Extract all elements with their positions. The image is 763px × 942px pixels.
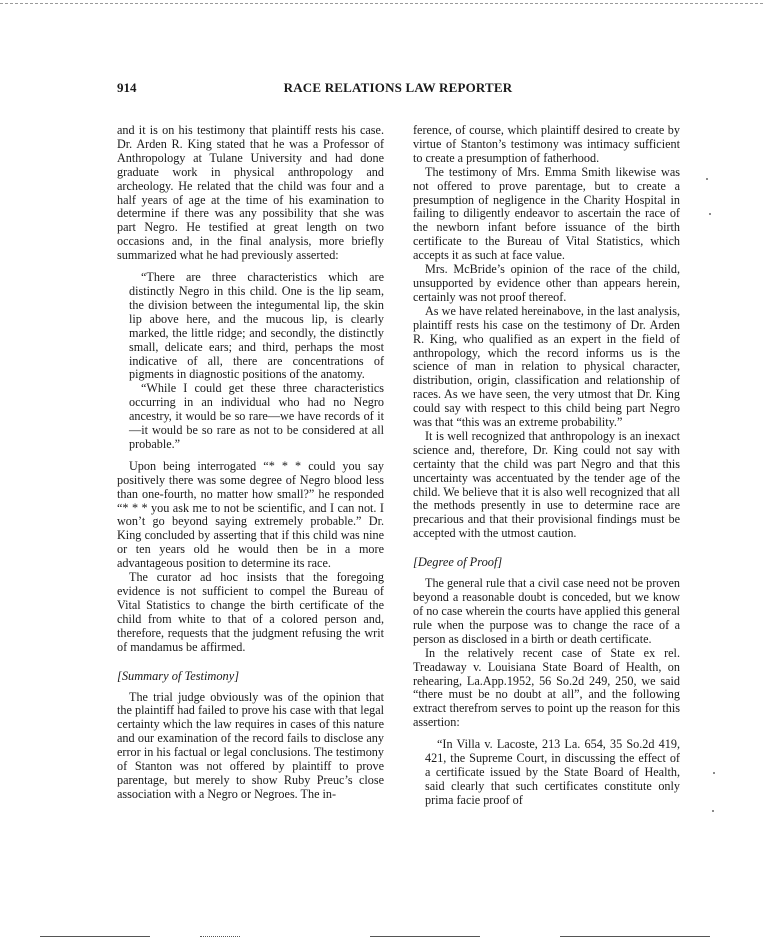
left-column	[117, 124, 384, 802]
left-paragraph-1: and it is on his testimony that plaintiff rests his case. Dr. Arden R. King stated that he was a Professor of Anthropology at Tulane University and had done graduate work in physical anthropology and archeology. He related that the child was four and a half years of age at the time of his examination to determine if there was any possibility that she was part Negro. He testified at great length on two occasions and, in the final analysis, more briefly summarized what he had previously asserted:	[117, 123, 384, 263]
right-quote-1: “In Villa v. Lacoste, 213 La. 654, 35 So.2d 419, 421, the Supreme Court, in discussing the effect of a certificate issued by the State Board of Health, said clearly that such certificates constitute only prima facie proof of	[425, 737, 680, 807]
bottom-scan-rule-3	[370, 936, 480, 937]
bottom-scan-rule-4	[560, 936, 710, 937]
section-heading-degree-of-proof: [Degree of Proof]	[413, 555, 503, 570]
left-quote-1: “There are three characteristics which are distinctly Negro in this child. One is the lip seam, the division between the integumental lip, the skin lip above here, and the mucous lip, is clearly marked, the little ridge; and secondly, the distinctly small, delicate ears; and third, perhaps the most indicative of all, there are concentrations of pigments in diagnostic positions of the anatomy.	[129, 270, 384, 382]
right-paragraph-6: The general rule that a civil case need not be proven beyond a reasonable doubt is conceded, but we know of no case wherein the courts have applied this general rule when the purpose was to change the race of a person as disclosed in a birth or death certificate.	[413, 576, 681, 646]
right-paragraph-2: The testimony of Mrs. Emma Smith likewise was not offered to prove parentage, but to create a presumption of negligence in the Charity Hospital in failing to diligently endeavor to ascertain the race of the newborn infant before issuance of the birth certificate to the Bureau of Vital Statistics, which accepts it as such at face value.	[413, 164, 680, 263]
left-paragraph-2: Upon being interrogated “* * * could you say positively there was some degree of Negro blood less than one-fourth, no matter how small?” he responded “* * * you ask me to not be scientific, and I can not. I won’t go beyond saying extremely probable.” Dr. King concluded by asserting that if this child was nine or ten years old he would then be in a more advantageous position to determine its race.	[117, 458, 384, 571]
page-header	[117, 80, 679, 98]
right-column	[413, 124, 680, 808]
right-paragraph-1: ference, of course, which plaintiff desired to create by virtue of Stanton’s testimony was intimacy sufficient to create a presumption of fatherhood.	[413, 123, 680, 165]
bottom-scan-rule-1	[40, 936, 150, 937]
scan-speck	[706, 178, 708, 180]
section-heading-summary-of-testimony: [Summary of Testimony]	[117, 668, 240, 683]
right-paragraph-5: It is well recognized that anthropology is an inexact science and, therefore, Dr. King could not say with certainty that the child was part Negro and that this uncertainty was accentuated by the tender age of the child. We believe that it is also well recognized that all the methods presently in use to determine race are precarious and that their provisional findings must be accepted with the utmost caution.	[413, 428, 680, 541]
left-paragraph-3: The curator ad hoc insists that the foregoing evidence is not sufficient to compel the Bureau of Vital Statistics to change the birth certificate of the child from white to that of a colored person and, therefore, requests that the judgment refusing the writ of mandamus be affirmed.	[117, 570, 384, 654]
right-paragraph-4: As we have related hereinabove, in the last analysis, plaintiff rests his case on the testimony of Dr. Arden R. King, who qualified as an expert in the field of anthropology, which the record informs us is the science of man in relation to physical character, distribution, origin, classification and relationship of races. As we have seen, the very utmost that Dr. King could say with respect to this child being part Negro was that “this was an extreme probability.”	[413, 303, 680, 430]
bottom-scan-rule-2	[200, 936, 240, 937]
scan-speck	[713, 772, 715, 774]
scan-speck	[712, 810, 714, 812]
scan-speck	[709, 213, 711, 215]
page-number: 914	[117, 80, 137, 95]
left-quote-2: “While I could get these three characteristics occurring in an individual who had no Negro ancestry, it would be so rare—we have records of it—it would be so rare as not to be considered at all probable.”	[129, 381, 384, 451]
left-paragraph-4: The trial judge obviously was of the opinion that the plaintiff had failed to prove his case with that legal certainty which the law requires in cases of this nature and our examination of the record fails to disclose any error in his factual or legal conclusions. The testimony of Stanton was not offered by plaintiff to prove parentage, but merely to show Ruby Preuc’s close association with a Negro or Negroes. The in-	[117, 689, 384, 801]
running-head: RACE RELATIONS LAW REPORTER	[283, 80, 513, 95]
right-paragraph-3: Mrs. McBride’s opinion of the race of the child, unsupported by evidence other than appears herein, certainly was not proof thereof.	[413, 262, 680, 304]
top-edge-dashed-border	[0, 3, 763, 4]
right-paragraph-7: In the relatively recent case of State ex rel. Treadaway v. Louisiana State Board of Health, on rehearing, La.App.1952, 56 So.2d 249, 250, we said “there must be no doubt at all”, and the following extract therefrom serves to point up the reason for this assertion:	[413, 645, 680, 730]
